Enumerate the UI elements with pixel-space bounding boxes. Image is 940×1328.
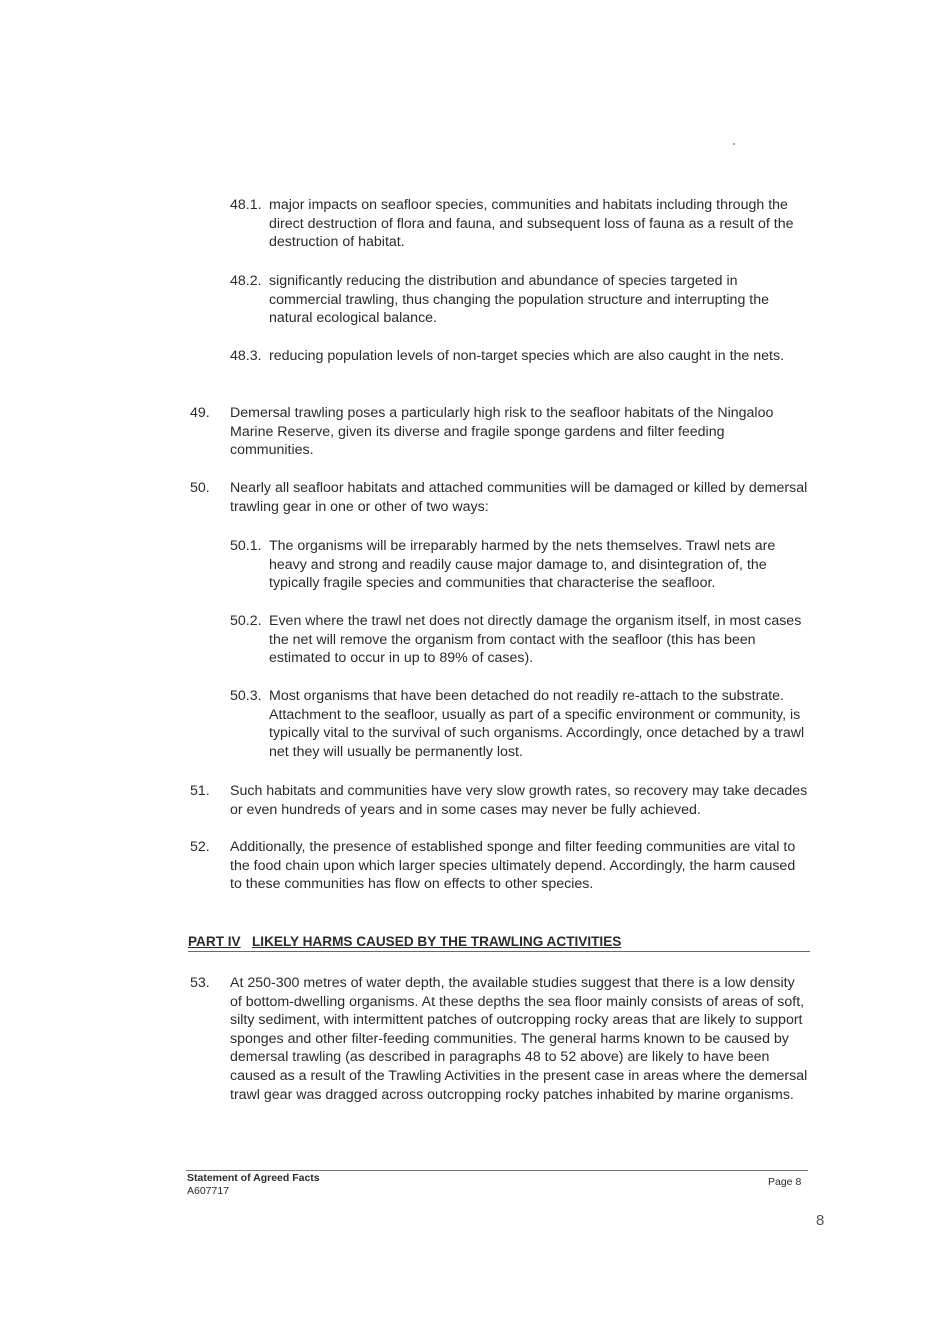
paragraph-50-2	[230, 612, 810, 668]
paragraph-number: 50.3.	[230, 688, 262, 704]
paragraph-number: 48.2.	[230, 273, 262, 289]
footer-document-info	[187, 1172, 320, 1198]
paragraph-text: Nearly all seafloor habitats and attached communities will be damaged or killed by demersal trawling gear in one or other of two ways:	[230, 480, 808, 515]
paragraph-50-3	[230, 687, 810, 761]
paragraph-51	[190, 782, 810, 819]
paragraph-text: reducing population levels of non-target species which are also caught in the nets.	[269, 348, 785, 364]
footer-divider	[186, 1170, 808, 1171]
page-number: 8	[816, 1212, 825, 1229]
paragraph-48-2	[230, 272, 810, 328]
paragraph-number: 48.1.	[230, 197, 262, 213]
paragraph-48-3	[230, 347, 810, 366]
paragraph-number: 49.	[190, 405, 210, 421]
footer-title: Statement of Agreed Facts	[187, 1172, 320, 1184]
paragraph-number: 48.3.	[230, 348, 262, 364]
paragraph-50-1	[230, 537, 810, 593]
scan-speck	[733, 143, 735, 145]
paragraph-number: 52.	[190, 839, 210, 855]
paragraph-text: major impacts on seafloor species, communities and habitats including through the direct destruction of flora and fauna, and subsequent loss of fauna as a result of the destruction of habitat.	[269, 197, 794, 251]
paragraph-text: Such habitats and communities have very slow growth rates, so recovery may take decades or even hundreds of years and in some cases may never be fully achieved.	[230, 783, 808, 818]
heading-title: LIKELY HARMS CAUSED BY THE TRAWLING ACTIVITIES	[252, 934, 622, 949]
paragraph-text: Even where the trawl net does not directly damage the organism itself, in most cases the net will remove the organism from contact with the seafloor (this has been estimated to occur in up to 89% of cases).	[269, 613, 802, 667]
section-heading	[188, 934, 810, 952]
paragraph-number: 50.1.	[230, 538, 262, 554]
paragraph-number: 50.2.	[230, 613, 262, 629]
paragraph-text: significantly reducing the distribution and abundance of species targeted in commercial trawling, thus changing the population structure and interrupting the natural ecological balance.	[269, 273, 769, 327]
paragraph-52	[190, 838, 810, 894]
footer-reference: A607717	[187, 1185, 230, 1197]
paragraph-number: 50.	[190, 480, 210, 496]
paragraph-48-1	[230, 196, 810, 252]
paragraph-text: Most organisms that have been detached do not readily re-attach to the substrate. Attachment to the seafloor, usually as part of a specific environment or community, is typically vital to the survival of such organisms. Accordingly, once detached by a trawl net they will usually be permanently lost.	[269, 688, 805, 760]
paragraph-49	[190, 404, 810, 460]
paragraph-text: The organisms will be irreparably harmed by the nets themselves. Trawl nets are heavy and strong and readily cause major damage to, and disintegration of, the typically fragile species and communities that characterise the seafloor.	[269, 538, 776, 592]
paragraph-text: Additionally, the presence of established sponge and filter feeding communities are vital to the food chain upon which larger species ultimately depend. Accordingly, the harm caused to these communities has flow on effects to other species.	[230, 839, 796, 893]
paragraph-50	[190, 479, 810, 516]
heading-part-label: PART IV	[188, 934, 241, 949]
paragraph-text: Demersal trawling poses a particularly high risk to the seafloor habitats of the Ningaloo Marine Reserve, given its diverse and fragile sponge gardens and filter feeding communities.	[230, 405, 774, 459]
paragraph-53	[190, 974, 810, 1104]
footer-page-label: Page 8	[768, 1176, 802, 1188]
paragraph-text: At 250-300 metres of water depth, the available studies suggest that there is a low density of bottom-dwelling organisms. At these depths the sea floor mainly consists of areas of soft, silty sediment, with intermittent patches of outcropping rocky areas that are likely to support sponges and other filter-feeding communities. The general harms known to be caused by demersal trawling (as described in paragraphs 48 to 52 above) are likely to have been caused as a result of the Trawling Activities in the present case in areas where the demersal trawl gear was dragged across outcropping rocky patches inhabited by marine organisms.	[230, 975, 808, 1103]
paragraph-number: 53.	[190, 975, 210, 991]
paragraph-number: 51.	[190, 783, 210, 799]
